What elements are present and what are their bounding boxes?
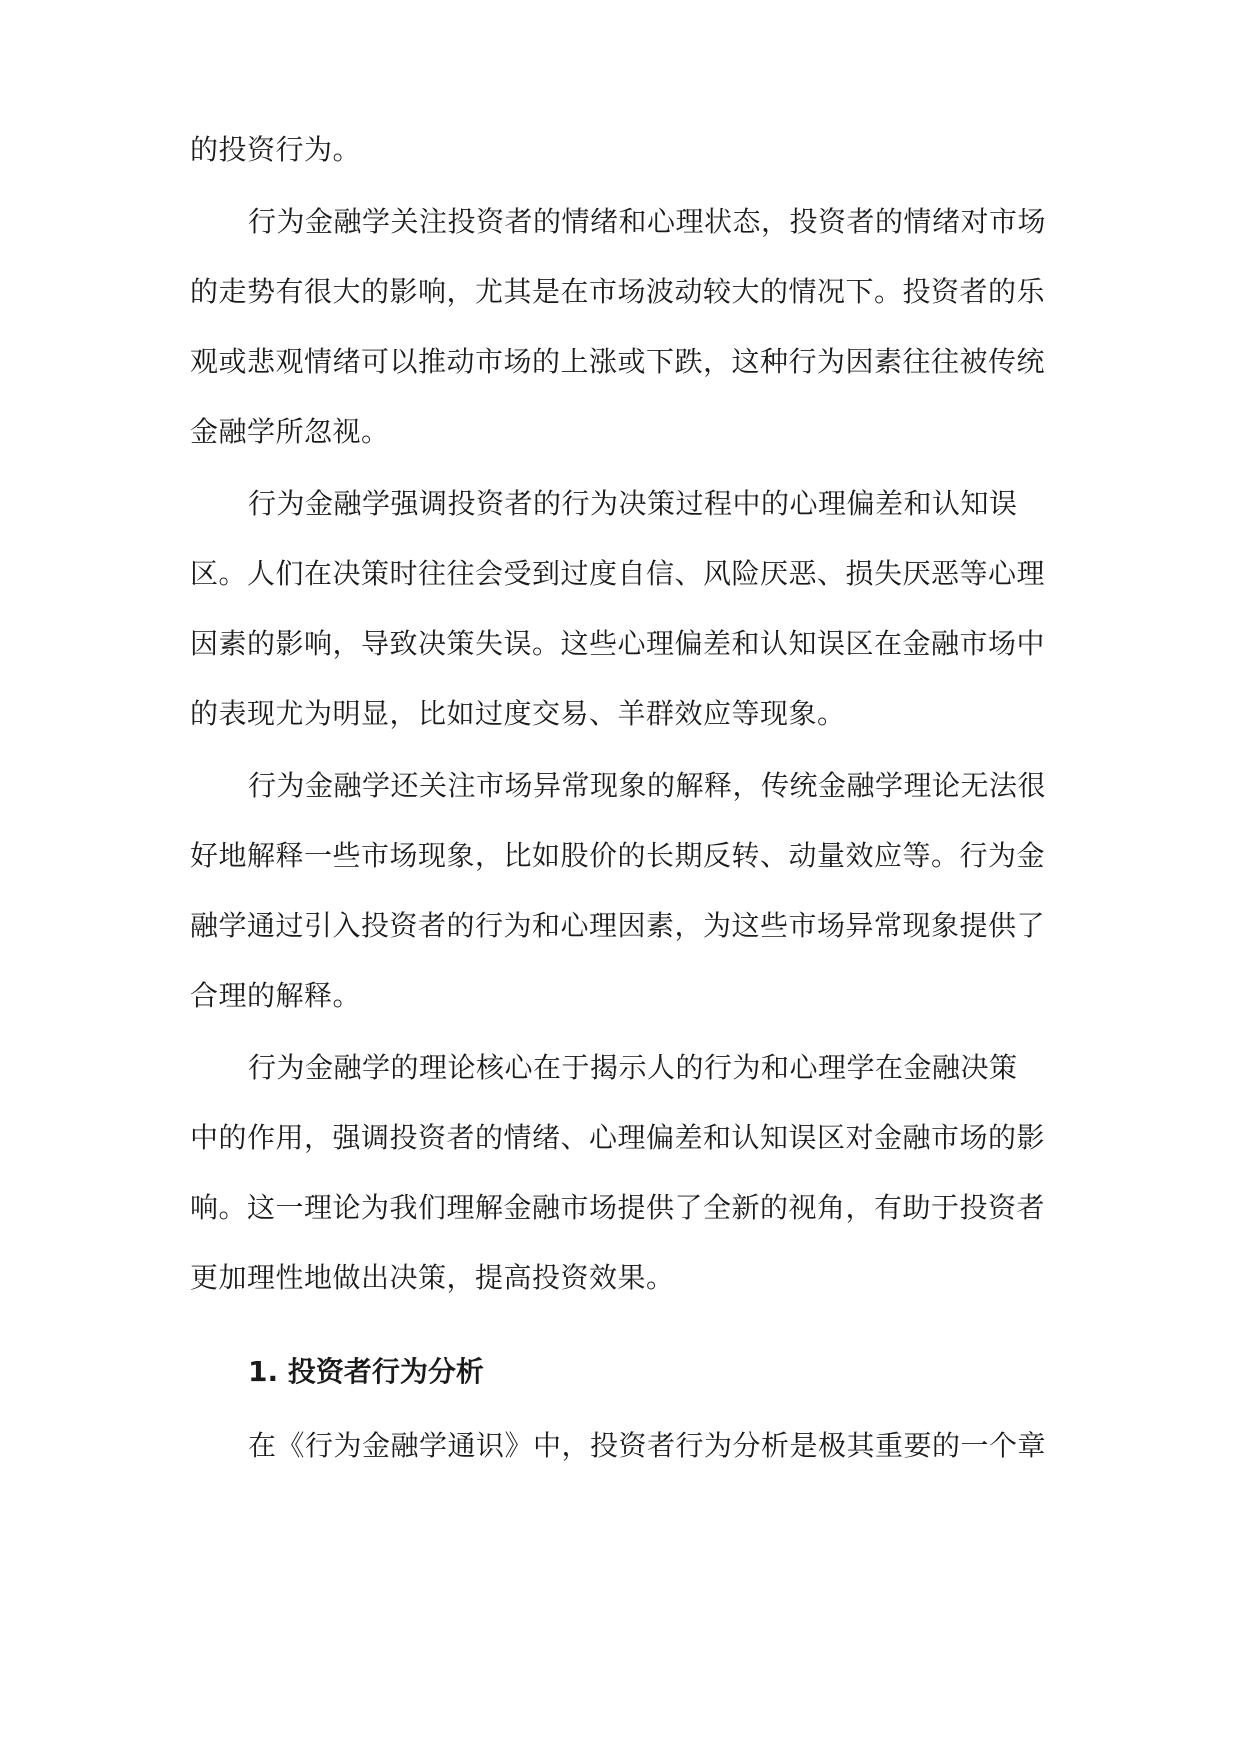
paragraph-line: 金融学所忽视。	[190, 415, 390, 448]
section-heading: 1. 投资者行为分析	[248, 1355, 484, 1388]
paragraph-line: 行为金融学强调投资者的行为决策过程中的心理偏差和认知误	[248, 487, 1018, 520]
paragraph-line: 的表现尤为明显，比如过度交易、羊群效应等现象。	[190, 697, 846, 730]
paragraph-line: 中的作用，强调投资者的情绪、心理偏差和认知误区对金融市场的影	[190, 1121, 1046, 1154]
paragraph-line: 合理的解释。	[190, 979, 362, 1012]
paragraph-line: 行为金融学还关注市场异常现象的解释，传统金融学理论无法很	[248, 769, 1047, 802]
paragraph-line: 在《行为金融学通识》中，投资者行为分析是极其重要的一个章	[248, 1429, 1047, 1462]
paragraph-line: 区。人们在决策时往往会受到过度自信、风险厌恶、损失厌恶等心理	[190, 557, 1046, 590]
paragraph-line: 行为金融学关注投资者的情绪和心理状态，投资者的情绪对市场	[248, 205, 1047, 238]
paragraph-line: 融学通过引入投资者的行为和心理因素，为这些市场异常现象提供了	[190, 909, 1046, 942]
paragraph-line: 好地解释一些市场现象，比如股价的长期反转、动量效应等。行为金	[190, 839, 1046, 872]
paragraph-line: 的投资行为。	[190, 133, 362, 166]
paragraph-line: 观或悲观情绪可以推动市场的上涨或下跌，这种行为因素往往被传统	[190, 345, 1046, 378]
paragraph-line: 行为金融学的理论核心在于揭示人的行为和心理学在金融决策	[248, 1051, 1018, 1084]
paragraph-line: 更加理性地做出决策，提高投资效果。	[190, 1261, 675, 1294]
paragraph-line: 因素的影响，导致决策失误。这些心理偏差和认知误区在金融市场中	[190, 627, 1046, 660]
paragraph-line: 响。这一理论为我们理解金融市场提供了全新的视角，有助于投资者	[190, 1191, 1046, 1224]
paragraph-line: 的走势有很大的影响，尤其是在市场波动较大的情况下。投资者的乐	[190, 275, 1046, 308]
